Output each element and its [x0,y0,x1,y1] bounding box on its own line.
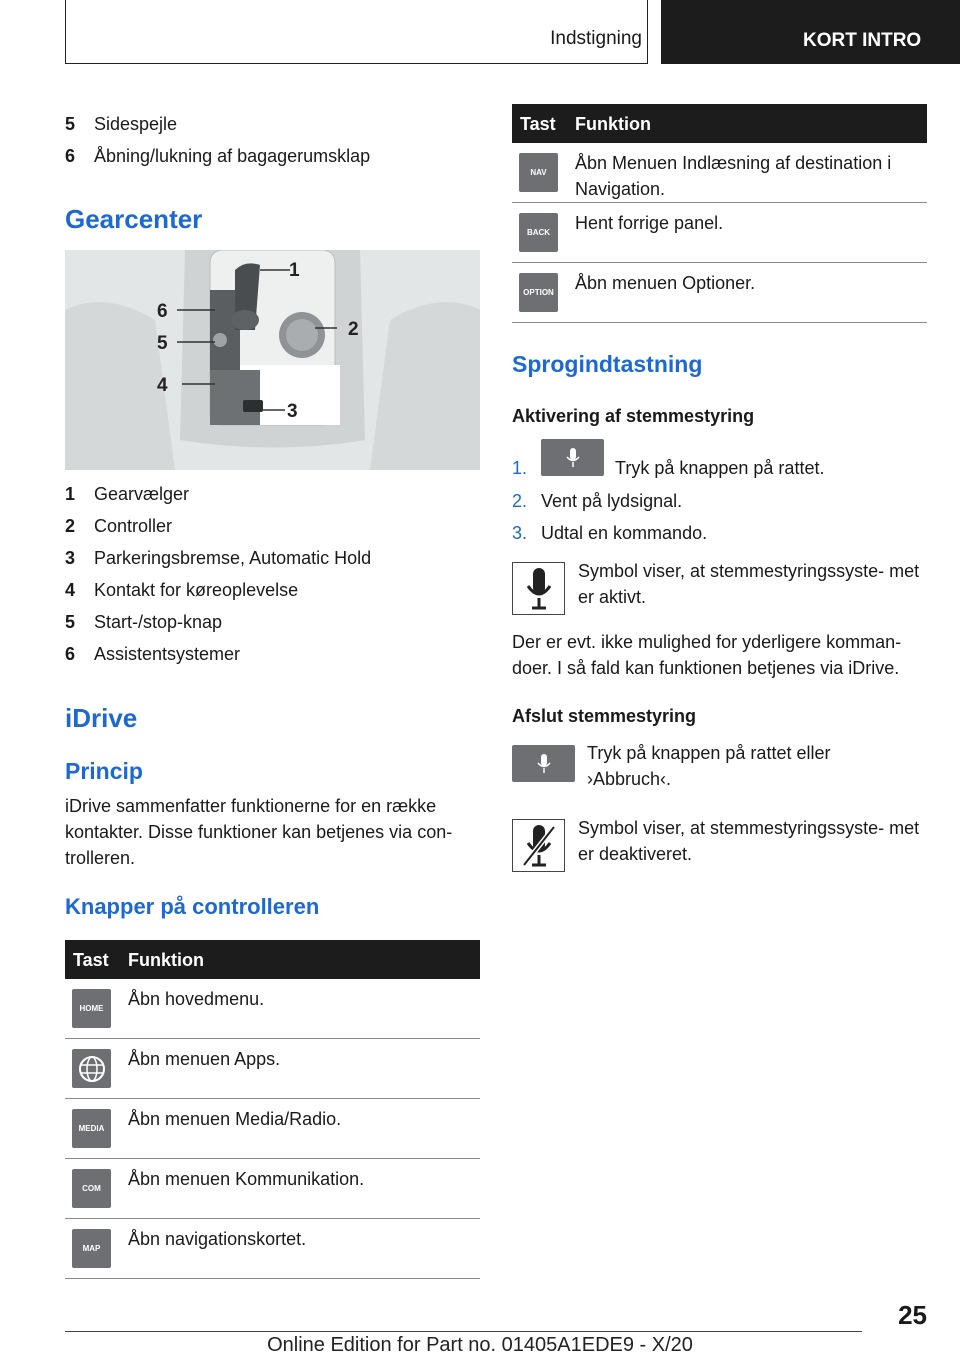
legend-number: 4 [65,580,76,600]
table-row [512,143,927,203]
list-text: Sidespejle [94,114,178,134]
callout-4: 4 [157,375,168,396]
column-header-function: Funktion [128,950,204,970]
callout-5: 5 [157,333,168,354]
media-key-icon: MEDIA [72,1109,111,1148]
voice-end-description: Tryk på knappen på rattet eller ›Abbruch‹. [587,743,831,789]
step-text: Udtal en kommando. [541,523,708,543]
table-row [65,1219,480,1279]
option-key-icon: OPTION [519,273,558,312]
section-title-sprogindtastning: Sprogindtastning [512,351,703,377]
legend-number: 5 [65,612,76,632]
table-row [65,1099,480,1159]
steering-wheel-mic-button-icon [541,439,604,476]
subheading-activate-voice: Aktivering af stemmestyring [512,406,755,426]
function-description: Åbn menuen Optioner. [575,273,756,293]
legend-text: Gearvælger [94,484,190,504]
page-number: 25 [898,1300,927,1330]
callout-1: 1 [289,260,300,281]
step-text: Tryk på knappen på rattet. [615,458,825,478]
steering-wheel-mic-button-icon [512,745,575,782]
table-row [512,203,927,263]
legend-text: Kontakt for køreoplevelse [94,580,299,600]
list-text: Åbning/lukning af bagagerumsklap [94,146,371,166]
table-header [512,104,927,143]
step-number: 2. [512,491,528,511]
column-header-function: Funktion [575,114,651,134]
principle-paragraph: iDrive sammenfatter funktionerne for en række kontakter. Disse funktioner kan betjenes via con- trolleren. [65,796,453,868]
nav-key-icon: NAV [519,153,558,192]
footer-edition-text: Online Edition for Part no. 01405A1EDE9 - X/20 [267,1334,693,1356]
controller-keys-table-continued [512,104,927,323]
legend-number: 2 [65,516,76,536]
back-key-icon: BACK [519,213,558,252]
table-row [512,263,927,323]
header-section-title: Indstigning [550,28,642,49]
header-chapter-tab: KORT INTRO [661,0,960,64]
voice-active-symbol-icon [512,562,565,615]
voice-inactive-description: Symbol viser, at stemmestyringssyste- met er deaktiveret. [578,818,920,864]
table-header [65,940,480,979]
legend-text: Parkeringsbremse, Automatic Hold [94,548,372,568]
voice-active-description: Symbol viser, at stemmestyringssyste- met er aktivt. [578,561,920,607]
footer-divider [65,1331,862,1332]
apps-globe-icon [72,1049,111,1088]
table-row [65,1159,480,1219]
subheading-end-voice: Afslut stemmestyring [512,706,697,726]
table-row [65,1039,480,1099]
com-key-icon: COM [72,1169,111,1208]
callout-3: 3 [287,401,298,422]
column-header-key: Tast [73,950,109,970]
legend-text: Assistentsystemer [94,644,241,664]
gearcenter-photo [65,250,480,470]
section-title-idrive: iDrive [65,703,138,733]
step-number: 3. [512,523,528,543]
function-description: Åbn hovedmenu. [128,989,265,1009]
map-key-icon: MAP [72,1229,111,1268]
function-description: Åbn navigationskortet. [128,1229,307,1249]
list-number: 5 [65,114,76,134]
legend-number: 1 [65,484,76,504]
function-description: Åbn Menuen Indlæsning af destination i Navigation. [575,153,892,199]
list-number: 6 [65,146,76,166]
legend-text: Controller [94,516,173,536]
step-number: 1. [512,458,528,478]
legend-number: 3 [65,548,76,568]
controller-keys-table [65,940,480,1279]
callout-6: 6 [157,301,168,322]
section-title-gearcenter: Gearcenter [65,204,203,234]
voice-note-paragraph: Der er evt. ikke mulighed for yderligere komman- doer. I så fald kan funktionen betjenes via iDrive. [512,632,902,678]
home-key-icon: HOME [72,989,111,1028]
table-row [65,979,480,1039]
callout-2: 2 [348,319,359,340]
subsection-title-buttons: Knapper på controlleren [65,894,320,919]
legend-number: 6 [65,644,76,664]
step-text: Vent på lydsignal. [541,491,683,511]
voice-inactive-symbol-icon [512,819,565,872]
function-description: Åbn menuen Media/Radio. [128,1109,342,1129]
function-description: Åbn menuen Apps. [128,1049,281,1069]
column-header-key: Tast [520,114,556,134]
function-description: Hent forrige panel. [575,213,724,233]
function-description: Åbn menuen Kommunikation. [128,1169,365,1189]
legend-text: Start-/stop-knap [94,612,223,632]
subsection-title-princip: Princip [65,758,143,784]
